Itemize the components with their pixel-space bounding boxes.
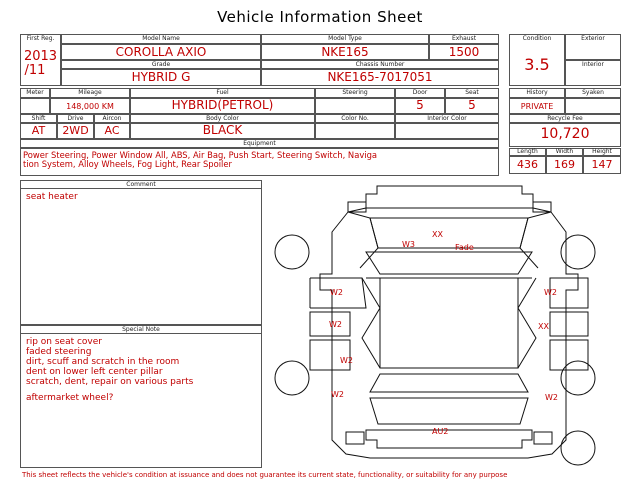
grade-label: Grade [151, 61, 171, 68]
trunk-lid [370, 398, 528, 424]
damage-xx-front: XX [432, 230, 443, 239]
special-note-lines [26, 337, 193, 403]
model-type-value: NKE165 [321, 45, 369, 59]
mileage-value: 148,000 KM [66, 102, 114, 111]
right-quarter-outer [550, 340, 588, 370]
damage-w2-left-rear: W2 [340, 356, 353, 365]
left-front-door-outer [310, 278, 332, 308]
front-corner-lines [348, 208, 551, 212]
recycle-fee-label: Recycle Fee [547, 115, 583, 122]
front-right-fender-line [520, 212, 551, 268]
door-label: Door [412, 89, 428, 96]
condition-label: Condition [522, 35, 552, 42]
mileage-label: Mileage [78, 89, 102, 96]
damage-w3: W3 [402, 240, 415, 249]
roof-panel [380, 278, 518, 368]
rear-left-corner [346, 432, 364, 444]
seat-value: 5 [468, 98, 476, 112]
damage-w2-front-left: W2 [330, 288, 343, 297]
special-note-line: dirt, scuff and scratch in the room [26, 357, 180, 367]
first-reg-year: 2013 [23, 49, 58, 64]
special-note-line: scratch, dent, repair on various parts [26, 377, 194, 387]
exhaust-value: 1500 [448, 45, 480, 59]
rear-window [370, 374, 528, 392]
equipment-line-1: Power Steering, Power Window All, ABS, Air Bag, Push Start, Steering Switch, Naviga [23, 150, 378, 160]
shift-value: AT [31, 124, 46, 137]
damage-au2: AU2 [432, 427, 449, 436]
sheet-title: Vehicle Information Sheet [217, 8, 423, 26]
width-value: 169 [554, 158, 575, 171]
shift-label: Shift [31, 115, 46, 122]
front-left-fender-line [348, 212, 378, 268]
wheel-rear-left [275, 361, 309, 395]
width-label: Width [555, 148, 574, 155]
history-label: History [526, 89, 548, 96]
meter-cell [20, 98, 50, 114]
special-note-label: Special Note [122, 326, 160, 333]
history-value: PRIVATE [520, 102, 554, 111]
chassis-label: Chassis Number [355, 61, 405, 68]
comment-text: seat heater [26, 192, 78, 202]
color-no-label: Color No. [341, 115, 369, 122]
left-quarter-outer [310, 340, 350, 370]
hood-panel [370, 218, 528, 248]
right-rear-door-outer [550, 312, 588, 336]
model-name-value: COROLLA AXIO [115, 45, 207, 59]
equipment-line-2: tion System, Alloy Wheels, Fog Light, Rear Spoiler [23, 159, 232, 169]
interior-label: Interior [582, 61, 604, 68]
special-note-line: rip on seat cover [26, 337, 102, 347]
comment-label: Comment [126, 181, 156, 188]
rear-bumper [366, 430, 532, 448]
door-value: 5 [416, 98, 424, 112]
exterior-label: Exterior [581, 35, 605, 42]
recycle-fee-value: 10,720 [540, 126, 590, 142]
fuel-label: Fuel [216, 89, 229, 96]
steering-label: Steering [342, 89, 368, 96]
length-value: 436 [517, 158, 538, 171]
condition-score: 3.5 [524, 55, 550, 74]
drive-value: 2WD [62, 124, 89, 137]
damage-w2-left-door: W2 [329, 320, 342, 329]
damage-w2-rear-left: W2 [331, 390, 344, 399]
model-name-label: Model Name [142, 35, 180, 42]
height-value: 147 [591, 158, 613, 171]
body-color-value: BLACK [202, 123, 243, 137]
syaken-label: Syaken [582, 89, 604, 96]
model-type-label: Model Type [328, 35, 362, 42]
damage-xx-right-door: XX [538, 322, 549, 331]
first-reg-label: First Reg. [26, 35, 55, 42]
fuel-value: HYBRID(PETROL) [171, 98, 274, 112]
aircon-value: AC [104, 124, 120, 137]
left-pillar-lines [362, 278, 380, 368]
steering-cell [315, 98, 395, 114]
damage-w2-rear-right: W2 [545, 393, 558, 402]
chassis-value: NKE165-7017051 [327, 70, 433, 84]
seat-label: Seat [465, 89, 479, 96]
grade-value: HYBRID G [131, 70, 191, 84]
drive-label: Drive [67, 115, 84, 122]
first-reg-month: /11 [24, 63, 46, 78]
interior-color-cell [395, 123, 499, 139]
special-note-line: aftermarket wheel? [26, 393, 114, 403]
wheel-front-left [275, 235, 309, 269]
windshield [366, 252, 532, 274]
meter-label: Meter [26, 89, 44, 96]
length-label: Length [517, 148, 538, 155]
aircon-label: Aircon [102, 115, 122, 122]
body-color-label: Body Color [206, 115, 239, 122]
exhaust-label: Exhaust [451, 35, 477, 42]
right-pillar-lines [518, 278, 536, 368]
height-label: Height [592, 148, 612, 155]
front-bumper-outline [366, 186, 533, 208]
rear-right-corner [534, 432, 552, 444]
interior-color-label: Interior Color [427, 115, 467, 122]
special-note-line: faded steering [26, 347, 92, 357]
footer-disclaimer: This sheet reflects the vehicle's condition at issuance and does not guarantee its current state, functionality, or suitability for any purpose [22, 471, 508, 479]
special-note-line: dent on lower left center pillar [26, 367, 163, 377]
body-outline [320, 212, 578, 458]
color-no-cell [315, 123, 395, 139]
equipment-label: Equipment [243, 140, 276, 147]
damage-w2-front-right: W2 [544, 288, 557, 297]
syaken-cell [565, 98, 621, 114]
damage-fade: Fade [455, 243, 474, 252]
car-diagram [270, 178, 630, 470]
